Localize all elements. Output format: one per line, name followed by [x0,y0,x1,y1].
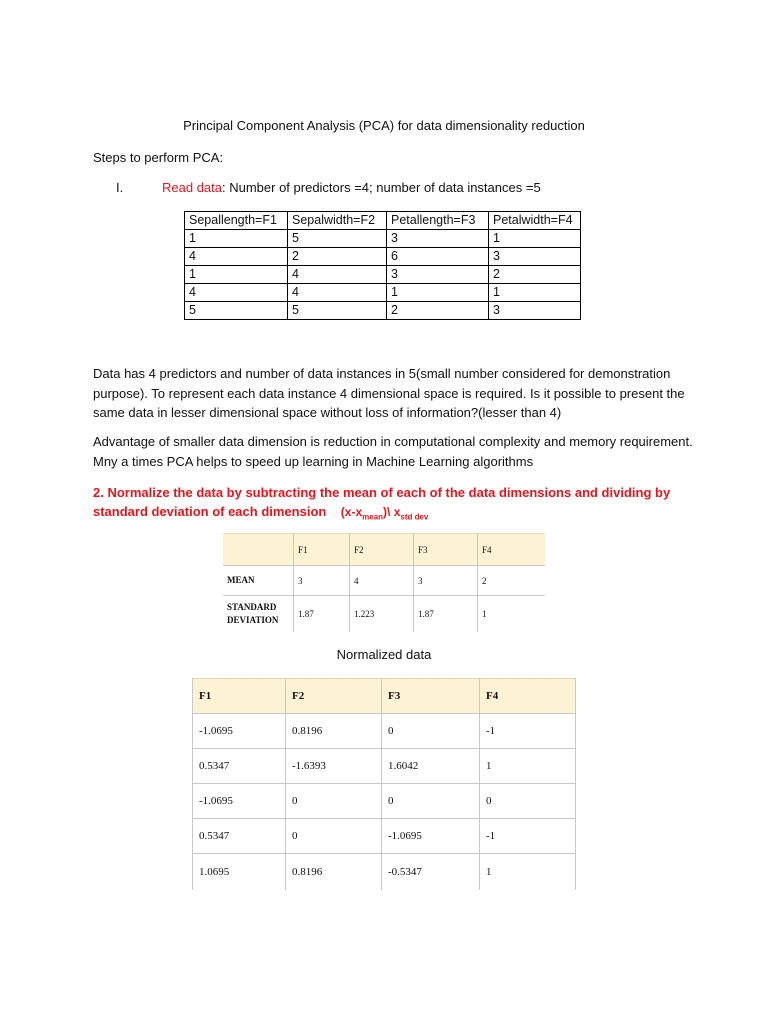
step-1-number: I. [116,180,124,195]
table-cell: 2 [387,302,489,320]
table-row [185,284,581,302]
column-header: F3 [382,679,480,713]
table-cell: -1.6393 [286,749,382,783]
normalized-data-title: Normalized data [336,647,432,662]
table-cell: 0 [382,784,480,818]
raw-data-table [184,211,581,320]
table-cell: -1.0695 [192,714,286,748]
row-label: MEAN [223,566,294,595]
table-cell: -1.0695 [382,819,480,853]
column-header: F1 [192,679,286,713]
table-cell: 1 [185,230,288,248]
mean-std-table [223,533,545,632]
table-cell: 4 [185,248,288,266]
table-row-std [223,596,545,632]
table-cell: 3 [387,230,489,248]
table-cell: 0.8196 [286,854,382,890]
column-header: Sepallength=F1 [185,212,288,230]
table-row [192,784,576,819]
table-cell: 3 [387,266,489,284]
table-cell: 1 [489,284,581,302]
table-header-row [185,212,581,230]
formula-subscript: mean [362,512,384,522]
table-cell: 1.223 [350,596,414,632]
table-cell: 4 [350,566,414,595]
table-row [185,302,581,320]
table-cell: -0.5347 [382,854,480,890]
table-cell: 3 [489,302,581,320]
table-row [192,749,576,784]
formula-part: )\ x [383,505,401,519]
table-cell: -1.0695 [192,784,286,818]
step-2-text: Normalize the data by subtracting the mean of each of the data dimensions and dividing by standard deviation of each dimension [93,485,671,519]
column-header: F3 [414,534,478,565]
table-cell: 2 [489,266,581,284]
table-cell: 1 [489,230,581,248]
column-header: F2 [286,679,382,713]
table-cell: 1.6042 [382,749,480,783]
table-row [185,230,581,248]
table-cell: 0 [480,784,576,818]
column-header: F2 [350,534,414,565]
table-row [185,248,581,266]
table-header-row [223,533,545,566]
step-2 [93,483,693,526]
table-cell: 1 [185,266,288,284]
table-cell: 3 [489,248,581,266]
table-row [192,714,576,749]
step-1-text: : Number of predictors =4; number of data instances =5 [222,180,541,195]
table-cell: 3 [414,566,478,595]
column-header: Petallength=F3 [387,212,489,230]
column-header: F4 [482,544,492,555]
table-cell: 1.87 [294,596,350,632]
table-cell: 2 [482,575,487,586]
table-cell: 0 [286,819,382,853]
table-cell: 0.5347 [192,819,286,853]
column-header [223,534,294,565]
row-label [223,596,294,632]
table-cell: 1 [387,284,489,302]
table-cell: 0.8196 [286,714,382,748]
step-2-number: 2. [93,485,104,500]
step-1-label: Read data [162,180,222,195]
table-cell: -1 [480,714,576,748]
table-cell: 3 [294,566,350,595]
table-row [192,819,576,854]
table-cell: 1 [480,749,576,783]
table-cell: 6 [387,248,489,266]
table-row [185,266,581,284]
table-cell: 2 [288,248,387,266]
table-cell: 1 [480,854,576,890]
table-cell: 4 [288,284,387,302]
table-cell: 1 [482,609,487,619]
table-row [192,854,576,890]
formula-subscript: std dev [400,512,429,522]
table-cell: 5 [288,302,387,320]
table-cell: 0 [286,784,382,818]
table-cell: 4 [288,266,387,284]
table-cell: 0 [382,714,480,748]
table-cell: 1.87 [414,596,478,632]
table-row-mean [223,566,545,596]
normalization-formula [340,505,429,522]
table-cell: 0.5347 [192,749,286,783]
column-header: F4 [480,679,576,713]
table-cell: 5 [185,302,288,320]
column-header: Petalwidth=F4 [489,212,581,230]
table-cell: 1.0695 [192,854,286,890]
step-1 [116,180,541,195]
steps-heading: Steps to perform PCA: [93,150,224,165]
row-label-line: DEVIATION [227,615,279,625]
paragraph-dimensionality: Data has 4 predictors and number of data instances in 5(small number considered for demonstration purpose). To represent each data instance 4 dimensional space is required. Is it possible to present the same data in lesser dimensional space without loss of information?(lesser than 4) [93,366,685,420]
table-cell: 4 [185,284,288,302]
column-header: Sepalwidth=F2 [288,212,387,230]
formula-part: (x-x [340,505,363,519]
column-header: F1 [294,534,350,565]
normalized-data-table [192,678,576,890]
table-cell: -1 [480,819,576,853]
document-title: Principal Component Analysis (PCA) for data dimensionality reduction [183,118,585,133]
table-cell: 5 [288,230,387,248]
row-label-line: STANDARD [227,602,277,612]
table-header-row [192,678,576,714]
paragraph-advantage: Advantage of smaller data dimension is reduction in computational complexity and memory requirement. Mny a times PCA helps to speed up learning in Machine Learning algorithms [93,434,693,469]
